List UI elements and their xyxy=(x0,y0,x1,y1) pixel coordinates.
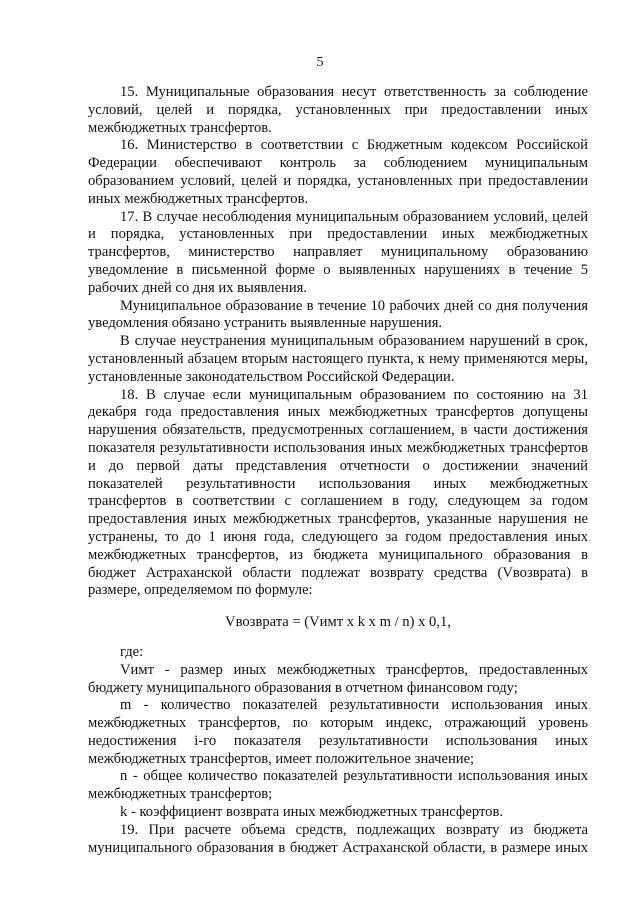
document-body xyxy=(88,84,588,857)
paragraph-18: 18. В случае если муниципальным образованием по состоянию на 31 декабря года предоставления иных межбюджетных трансфертов допущены нарушения обязательств, предусмотренных соглашением, в части достижения показателя результативности использования иных межбюджетных трансфертов и до первой даты представления отчетности о достижении значений показателей результативности использования иных межбюджетных трансфертов в соответствии с соглашением в году, следующем за годом предоставления иных межбюджетных трансфертов, указанные нарушения не устранены, то до 1 июня года, следующего за годом предоставления иных межбюджетных трансфертов, из бюджета муниципального образования в бюджет Астраханской области подлежат возврату средства (Vвозврата) в размере, определяемом по формуле: xyxy=(88,386,588,599)
paragraph-16: 16. Министерство в соответствии с Бюджетным кодексом Российской Федерации обеспечивают контроль за соблюдением муниципальным образованием условий, целей и порядка, установленных при предоставлении иных межбюджетных трансфертов. xyxy=(88,137,588,207)
definition-m: m - количество показателей результативности использования иных межбюджетных трансфертов, по которым индекс, отражающий уровень недостижения i-го показателя результативности использования иных межбюджетных трансфертов, имеет положительное значение; xyxy=(88,697,588,767)
paragraph-15: 15. Муниципальные образования несут ответственность за соблюдение условий, целей и порядка, установленных при предоставлении иных межбюджетных трансфертов. xyxy=(88,84,588,136)
definition-vimt: Vимт - размер иных межбюджетных трансфертов, предоставленных бюджету муниципального образования в отчетном финансовом году; xyxy=(88,661,588,696)
definition-k: k - коэффициент возврата иных межбюджетных трансфертов. xyxy=(120,804,503,821)
refund-formula: Vвозврата = (Vимт x k x m / n) x 0,1, xyxy=(225,614,451,631)
paragraph-17: 17. В случае несоблюдения муниципальным образованием условий, целей и порядка, установленных при предоставлении иных межбюджетных трансфертов, министерство направляет муниципальному образованию уведомление в письменной форме о выявленных нарушениях в течение 5 рабочих дней со дня их выявления. xyxy=(88,208,588,296)
paragraph-17-measures: В случае неустранения муниципальным образованием нарушений в срок, установленный абзацем вторым настоящего пункта, к нему применяются меры, установленные законодательством Российской Федерации. xyxy=(88,333,588,385)
paragraph-19: 19. При расчете объема средств, подлежащих возврату из бюджета муниципального образования в бюджет Астраханской области, в размере иных xyxy=(88,821,588,856)
where-label: где: xyxy=(120,643,144,660)
definition-n: n - общее количество показателей результативности использования иных межбюджетных трансфертов; xyxy=(88,768,588,803)
page-number: 5 xyxy=(316,55,324,70)
paragraph-17-notice: Муниципальное образование в течение 10 рабочих дней со дня получения уведомления обязано устранить выявленные нарушения. xyxy=(88,297,588,332)
